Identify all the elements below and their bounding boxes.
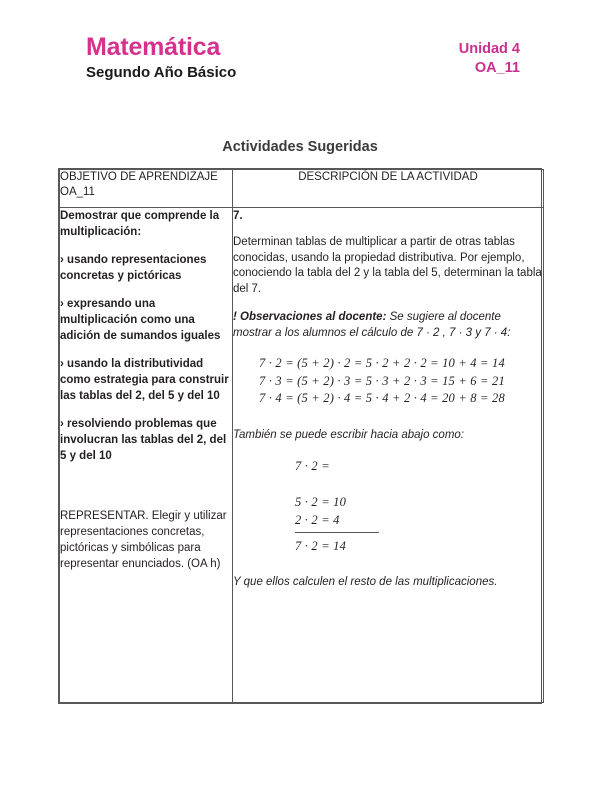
objetivo-bullet-3-text: usando la distributividad como estrategia para construir las tablas del 2, del 5 y del 10: [60, 358, 229, 402]
objetivo-bullet-4: [60, 416, 232, 464]
activity-paragraph: Determinan tablas de multiplicar a partir de otras tablas conocidas, usando la propiedad distributiva. Por ejemplo, conociendo la tabla del 2 y la tabla del 5, determinan la tabla del 7.: [233, 236, 542, 295]
observation-marker-icon: !: [233, 311, 237, 323]
objetivo-bullet-4-text: resolviendo problemas que involucran las tablas del 2, del 5 y del 10: [60, 418, 227, 462]
objetivo-footer-text: REPRESENTAR. Elegir y utilizar representaciones concretas, pictóricas y simbólicas para representar enunciados. (OA h): [60, 510, 227, 570]
observation-paragraph: [233, 310, 543, 341]
equation-line-3: 7 · 4 = (5 + 2) · 4 = 5 · 4 + 2 · 4 = 20 + 8 = 28: [259, 391, 505, 405]
descripcion-cell: [233, 208, 544, 703]
section-title: Actividades Sugeridas: [222, 139, 378, 155]
activity-number: 7.: [233, 210, 243, 222]
objetivo-bullet-1: [60, 252, 232, 284]
unit-label: Unidad 4: [458, 41, 520, 57]
sum-divider-rule: [295, 532, 379, 533]
page-title: Matemática: [86, 33, 221, 61]
page-subtitle: Segundo Año Básico: [86, 64, 237, 81]
observation-heading: Observaciones al docente:: [240, 311, 387, 323]
vertical-intro-text: También se puede escribir hacia abajo como:: [233, 428, 464, 441]
activities-table-wrapper: [58, 168, 542, 704]
table-header-row-group: [60, 170, 544, 208]
objetivo-bullet-2: [60, 296, 232, 344]
document-header: [58, 34, 542, 100]
oa-code-label: OA_11: [474, 60, 520, 76]
objetivo-cell: [60, 208, 233, 703]
equation-line-1: 7 · 2 = (5 + 2) · 2 = 5 · 2 + 2 · 2 = 10 + 4 = 14: [259, 356, 505, 370]
header-right-block: [459, 40, 520, 78]
objetivo-bullet-3: [60, 356, 232, 404]
vertical-head-expression: 7 · 2 =: [295, 459, 330, 473]
activities-table: [59, 169, 544, 703]
header-left-block: [86, 34, 236, 82]
bullet-marker-icon: ›: [60, 358, 64, 370]
vertical-result: 7 · 2 = 14: [295, 539, 347, 554]
objetivo-bullet-1-text: usando representaciones concretas y pictóricas: [60, 254, 207, 282]
table-header-row: [60, 170, 544, 208]
bullet-marker-icon: ›: [60, 418, 64, 430]
table-row: [60, 208, 544, 703]
bullet-marker-icon: ›: [60, 254, 64, 266]
table-body: [60, 208, 544, 703]
column-header-descripcion: DESCRIPCIÓN DE LA ACTIVIDAD: [233, 170, 544, 208]
equation-line-2: 7 · 3 = (5 + 2) · 3 = 5 · 3 + 2 · 3 = 15 + 6 = 21: [259, 373, 505, 388]
objetivo-intro: Demostrar que comprende la multiplicación:: [60, 210, 220, 238]
vertical-sum-block: [233, 457, 543, 555]
observation-text: Se sugiere al docente mostrar a los alumnos el cálculo de 7 · 2 , 7 · 3 y 7 · 4:: [233, 311, 511, 339]
closing-text: Y que ellos calculen el resto de las multiplicaciones.: [233, 576, 498, 589]
objetivo-bullet-2-text: expresando una multiplicación como una adición de sumandos iguales: [60, 298, 221, 342]
column-header-objetivo: OBJETIVO DE APRENDIZAJE OA_11: [60, 170, 233, 208]
vertical-spacer: [295, 475, 543, 493]
vertical-addend-1: 5 · 2 = 10: [295, 495, 347, 509]
equation-block: [233, 355, 543, 408]
bullet-marker-icon: ›: [60, 298, 64, 310]
vertical-addend-2: 2 · 2 = 4: [295, 513, 340, 527]
